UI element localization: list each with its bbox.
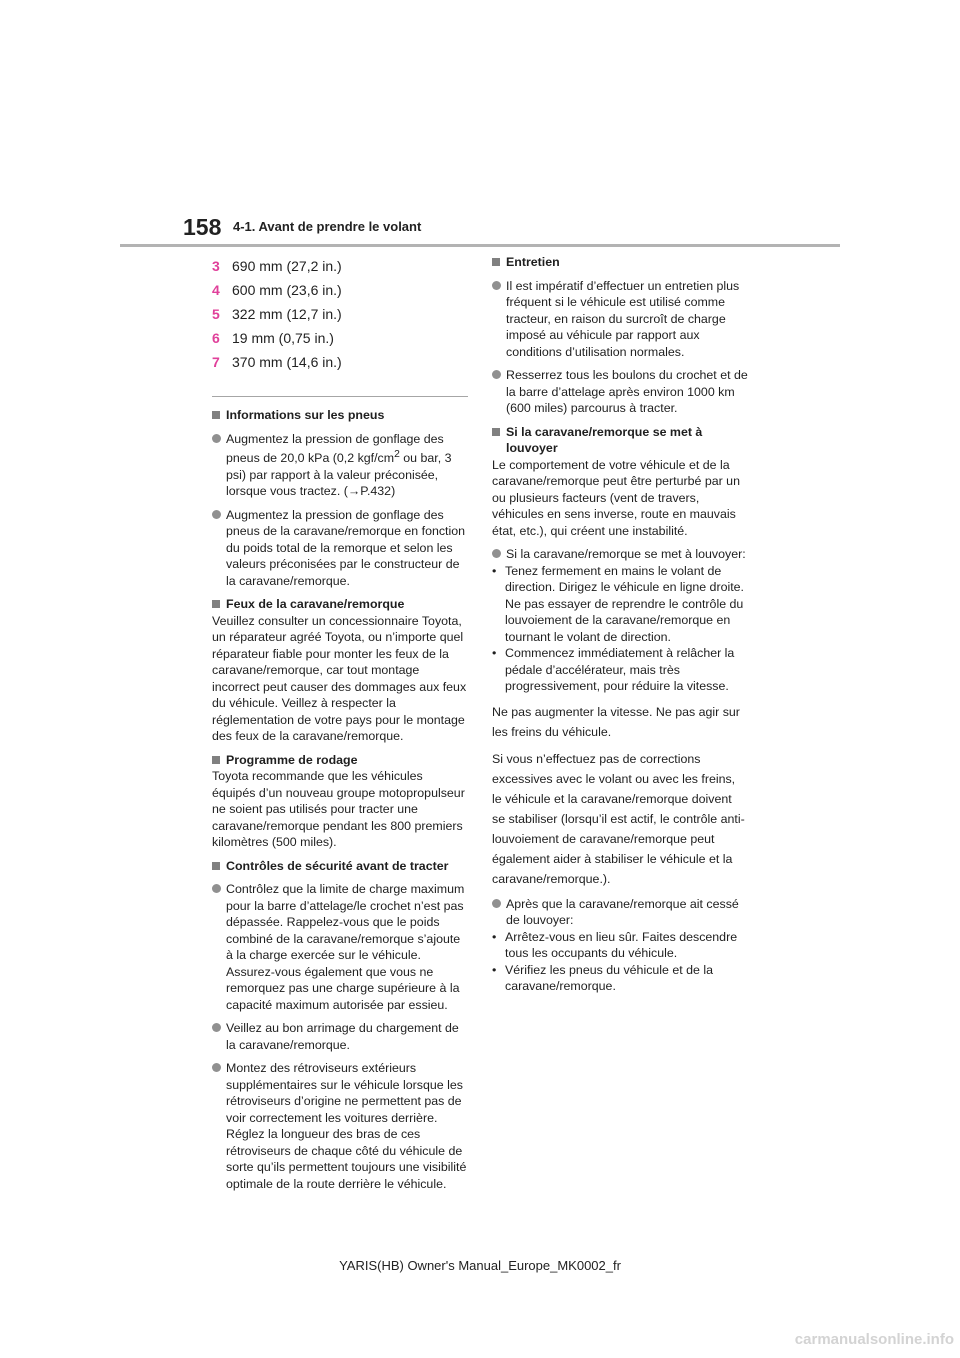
circle-bullet-icon	[492, 899, 501, 908]
bullet-text: Après que la caravane/remorque ait cessé de louvoyer:	[506, 896, 739, 927]
circle-bullet-icon	[212, 1023, 221, 1032]
footer-text: YARIS(HB) Owner's Manual_Europe_MK0002_fr	[339, 1258, 621, 1273]
heading-maintenance	[492, 254, 748, 271]
bullet-text: Veillez au bon arrimage du chargement de la caravane/remorque.	[226, 1021, 459, 1052]
sub-item-text: Commencez immédiatement à relâcher la pédale d’accélérateur, mais très progressivement, pour réduire la vitesse.	[505, 646, 735, 693]
sub-item-text: Tenez fermement en mains le volant de direction. Dirigez le véhicule en ligne droite. Ne pas essayer de reprendre le contrôle du louvoiement de la caravane/remorque en tournant le volant de direction.	[505, 563, 744, 644]
heading-text: Si la caravane/remorque se met à louvoyer	[506, 424, 703, 455]
bullet-item	[492, 278, 748, 361]
bullet-item	[212, 431, 468, 500]
bullet-mark: •	[492, 929, 497, 944]
list-item	[212, 254, 468, 278]
circle-bullet-icon	[212, 510, 221, 519]
sub-item-text: Arrêtez-vous en lieu sûr. Faites descendre tous les occupants du véhicule.	[505, 929, 738, 960]
bullet-text: Si la caravane/remorque se met à louvoyer:	[506, 547, 746, 561]
header-rule	[120, 244, 840, 247]
bullet-text	[226, 431, 468, 500]
circle-bullet-icon	[212, 884, 221, 893]
item-number: 4	[212, 282, 220, 298]
item-number: 7	[212, 354, 220, 370]
item-text: 690 mm (27,2 in.)	[232, 258, 342, 274]
bullet-text: Montez des rétroviseurs extérieurs supplémentaires sur le véhicule lorsque les rétroviseurs d’origine ne permettent pas de voir correctement les voitures derrière. Réglez la longueur des bras de ces rétroviseurs de chaque côté du véhicule de sorte qu’ils permettent toujours une visibilité optimale de la route derrière le véhicule.	[226, 1061, 467, 1191]
text-part: Augmentez la pression de gonflage des pneus de 20,0 kPa (0,2 kgf/cm	[226, 431, 444, 466]
bullet-item	[212, 881, 468, 1013]
sub-item	[492, 563, 748, 646]
circle-bullet-icon	[492, 281, 501, 290]
sub-item	[492, 962, 748, 995]
left-column	[212, 254, 468, 1199]
heading-text: Contrôles de sécurité avant de tracter	[226, 858, 449, 873]
text-part: ou bar, 3 psi) par rapport à la valeur préconisée, lorsque vous tractez. (→P.432)	[226, 451, 452, 499]
item-text: 600 mm (23,6 in.)	[232, 282, 342, 298]
list-item	[212, 278, 468, 302]
circle-bullet-icon	[492, 370, 501, 379]
bullet-item	[492, 896, 748, 929]
section-divider	[212, 396, 468, 397]
paragraph: Si vous n’effectuez pas de corrections excessives avec le volant ou avec les freins, le véhicule et la caravane/remorque doivent se stabiliser (lorsqu’il est actif, le contrôle anti-louvoiement de caravane/remorque peut également aider à stabiliser le véhicule et la caravane/remorque.).	[492, 751, 745, 886]
list-item	[212, 302, 468, 326]
bullet-mark: •	[492, 563, 497, 578]
section-title: 4-1. Avant de prendre le volant	[233, 219, 422, 234]
sub-item-text: Vérifiez les pneus du véhicule et de la caravane/remorque.	[505, 962, 714, 993]
square-bullet-icon	[492, 428, 500, 436]
superscript: 2	[394, 449, 400, 460]
circle-bullet-icon	[492, 549, 501, 558]
heading-lights	[212, 596, 468, 613]
item-number: 6	[212, 330, 220, 346]
heading-safety-checks	[212, 858, 468, 875]
list-item	[212, 326, 468, 350]
heading-tires	[212, 407, 468, 424]
circle-bullet-icon	[212, 1063, 221, 1072]
bullet-item	[492, 367, 748, 417]
bullet-mark: •	[492, 646, 497, 660]
bullet-item	[212, 507, 468, 590]
item-text: 19 mm (0,75 in.)	[232, 330, 334, 346]
item-number: 3	[212, 258, 220, 274]
bullet-item	[492, 546, 748, 563]
square-bullet-icon	[212, 862, 220, 870]
heading-text: Programme de rodage	[226, 752, 358, 767]
sub-item	[492, 929, 748, 962]
bullet-item	[212, 1020, 468, 1053]
heading-text: Entretien	[506, 255, 560, 269]
page-number: 158	[183, 214, 222, 240]
square-bullet-icon	[212, 411, 220, 419]
square-bullet-icon	[492, 258, 500, 266]
item-number: 5	[212, 306, 220, 322]
bullet-item	[212, 1060, 468, 1192]
sub-item	[492, 645, 748, 695]
heading-text: Informations sur les pneus	[226, 408, 385, 422]
paragraph: Ne pas augmenter la vitesse. Ne pas agir sur les freins du véhicule.	[492, 704, 740, 739]
heading-break-in	[212, 752, 468, 769]
square-bullet-icon	[212, 600, 220, 608]
bullet-text: Resserrez tous les boulons du crochet et de la barre d’attelage après environ 1000 km (600 miles) parcourus à tracter.	[506, 368, 748, 415]
bullet-mark: •	[492, 962, 497, 977]
list-item	[212, 350, 468, 374]
right-column	[492, 254, 748, 1002]
bullet-text: Contrôlez que la limite de charge maximum pour la barre d’attelage/le crochet n’est pas dépassée. Rappelez-vous que le poids combiné de la caravane/remorque s’ajoute à la charge exercée sur le véhicule. Assurez-vous également que vous ne remorquez pas une charge supérieure à la capacité maximum autorisée par essieu.	[226, 882, 465, 1012]
paragraph: Toyota recommande que les véhicules équipés d’un nouveau groupe motopropulseur ne soient pas utilisés pour tracter une caravane/remorque pendant les 800 premiers kilomètres (500 miles).	[212, 769, 465, 850]
watermark: carmanualsonline.info	[794, 1331, 954, 1348]
dimension-list	[212, 254, 468, 374]
heading-sway	[492, 424, 748, 457]
square-bullet-icon	[212, 756, 220, 764]
circle-bullet-icon	[212, 434, 221, 443]
bullet-text: Augmentez la pression de gonflage des pneus de la caravane/remorque en fonction du poids total de la remorque et selon les valeurs préconisées par le constructeur de la caravane/remorque.	[226, 507, 466, 588]
item-text: 370 mm (14,6 in.)	[232, 354, 342, 370]
bullet-text: Il est impératif d’effectuer un entretien plus fréquent si le véhicule est utilisé comme tracteur, en raison du surcroît de charge imposé au véhicule par rapport aux conditions d’utilisation normales.	[506, 278, 740, 359]
paragraph: Le comportement de votre véhicule et de la caravane/remorque peut être perturbé par un ou plusieurs facteurs (vent de travers, véhicules en sens inverse, route en mauvais état, etc.), qui créent une instabilité.	[492, 457, 740, 538]
item-text: 322 mm (12,7 in.)	[232, 306, 342, 322]
heading-text: Feux de la caravane/remorque	[226, 597, 405, 612]
paragraph: Veuillez consulter un concessionnaire Toyota, un réparateur agréé Toyota, ou n’importe quel réparateur fiable pour monter les feux de la caravane/remorque, car tout montage incorrect peut causer des dommages aux feux du véhicule. Veillez à respecter la réglementation de votre pays pour le montage des feux de la caravane/remorque.	[212, 613, 467, 744]
